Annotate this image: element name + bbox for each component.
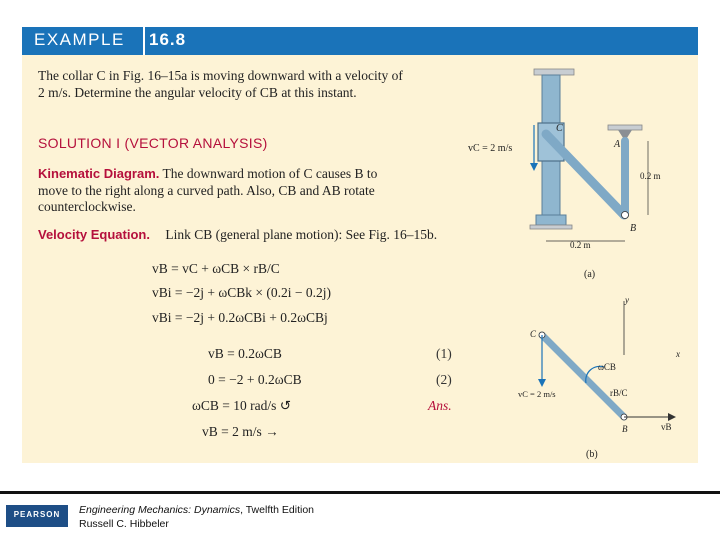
- label-b: B: [630, 223, 637, 234]
- book-credit: [79, 503, 314, 531]
- equation-6: ωCB = 10 rad/s ↺: [192, 398, 292, 413]
- vb-label: vB: [661, 422, 672, 432]
- rbc-label: rB/C: [610, 388, 628, 398]
- mechanism-figure: [458, 65, 698, 465]
- solution-title: SOLUTION I (VECTOR ANALYSIS): [38, 135, 268, 151]
- example-label: EXAMPLE: [34, 30, 125, 49]
- velocity-label: Velocity Equation.: [38, 227, 150, 242]
- figure-a: [468, 69, 661, 280]
- equation-number-1: (1): [436, 346, 452, 361]
- pearson-logo-text: PEARSON: [13, 510, 61, 519]
- label-b-b: B: [622, 424, 628, 434]
- book-author: Russell C. Hibbeler: [79, 518, 169, 530]
- book-title: Engineering Mechanics: Dynamics: [79, 504, 241, 516]
- equation-3: vBi = −2j + 0.2ωCBi + 0.2ωCBj: [152, 310, 328, 325]
- vc-arrowhead: [530, 163, 538, 171]
- kinematic-line-2: move to the right along a curved path. Also, CB and AB rotate: [38, 183, 375, 198]
- label-c-b: C: [530, 329, 537, 339]
- vc-arrowhead-b: [538, 379, 546, 387]
- figure-b-caption: (b): [586, 449, 598, 460]
- kinematic-line-3: counterclockwise.: [38, 199, 136, 214]
- kinematic-line-1: [38, 165, 377, 182]
- vb-arrowhead: [668, 413, 676, 421]
- equation-4: vB = 0.2ωCB: [208, 346, 282, 361]
- base-support: [536, 215, 566, 225]
- equation-2: vBi = −2j + ωCBk × (0.2i − 0.2j): [152, 285, 331, 300]
- link-cb-b: [542, 335, 624, 417]
- vc-label: vC = 2 m/s: [468, 143, 513, 154]
- dim-v-label: 0.2 m: [640, 171, 661, 181]
- header-divider: [143, 27, 145, 55]
- velocity-line: [38, 226, 437, 243]
- velocity-text: Link CB (general plane motion): See Fig. 16–15b.: [165, 227, 438, 242]
- figure-b: [518, 295, 680, 460]
- omega-label: ωCB: [598, 362, 616, 372]
- footer-divider: [0, 491, 720, 494]
- label-c: C: [556, 123, 563, 134]
- equation-1: vB = vC + ωCB × rB/C: [152, 261, 280, 276]
- answer-label: Ans.: [428, 398, 452, 413]
- kinematic-label: Kinematic Diagram.: [38, 166, 160, 181]
- figure-a-caption: (a): [584, 269, 596, 280]
- equation-7: vB = 2 m/s →: [202, 424, 279, 439]
- top-support: [534, 69, 574, 75]
- dim-h-label: 0.2 m: [570, 240, 591, 250]
- y-axis-label: y: [625, 295, 629, 305]
- vc-label-b: vC = 2 m/s: [518, 389, 556, 399]
- ground: [530, 225, 572, 229]
- equation-number-2: (2): [436, 372, 452, 387]
- x-axis-label: x: [676, 349, 680, 359]
- pin-b: [622, 212, 629, 219]
- problem-line-2: 2 m/s. Determine the angular velocity of CB at this instant.: [38, 85, 357, 100]
- kinematic-text-1: The downward motion of C causes B to: [162, 166, 378, 181]
- example-header: [22, 27, 698, 55]
- problem-line-1: The collar C in Fig. 16–15a is moving downward with a velocity of: [38, 68, 403, 83]
- example-number: 16.8: [149, 30, 187, 49]
- label-a: A: [614, 139, 621, 150]
- book-edition: , Twelfth Edition: [240, 504, 315, 516]
- pin-a-support: [608, 125, 642, 130]
- equation-5: 0 = −2 + 0.2ωCB: [208, 372, 302, 387]
- pearson-logo: [6, 505, 68, 527]
